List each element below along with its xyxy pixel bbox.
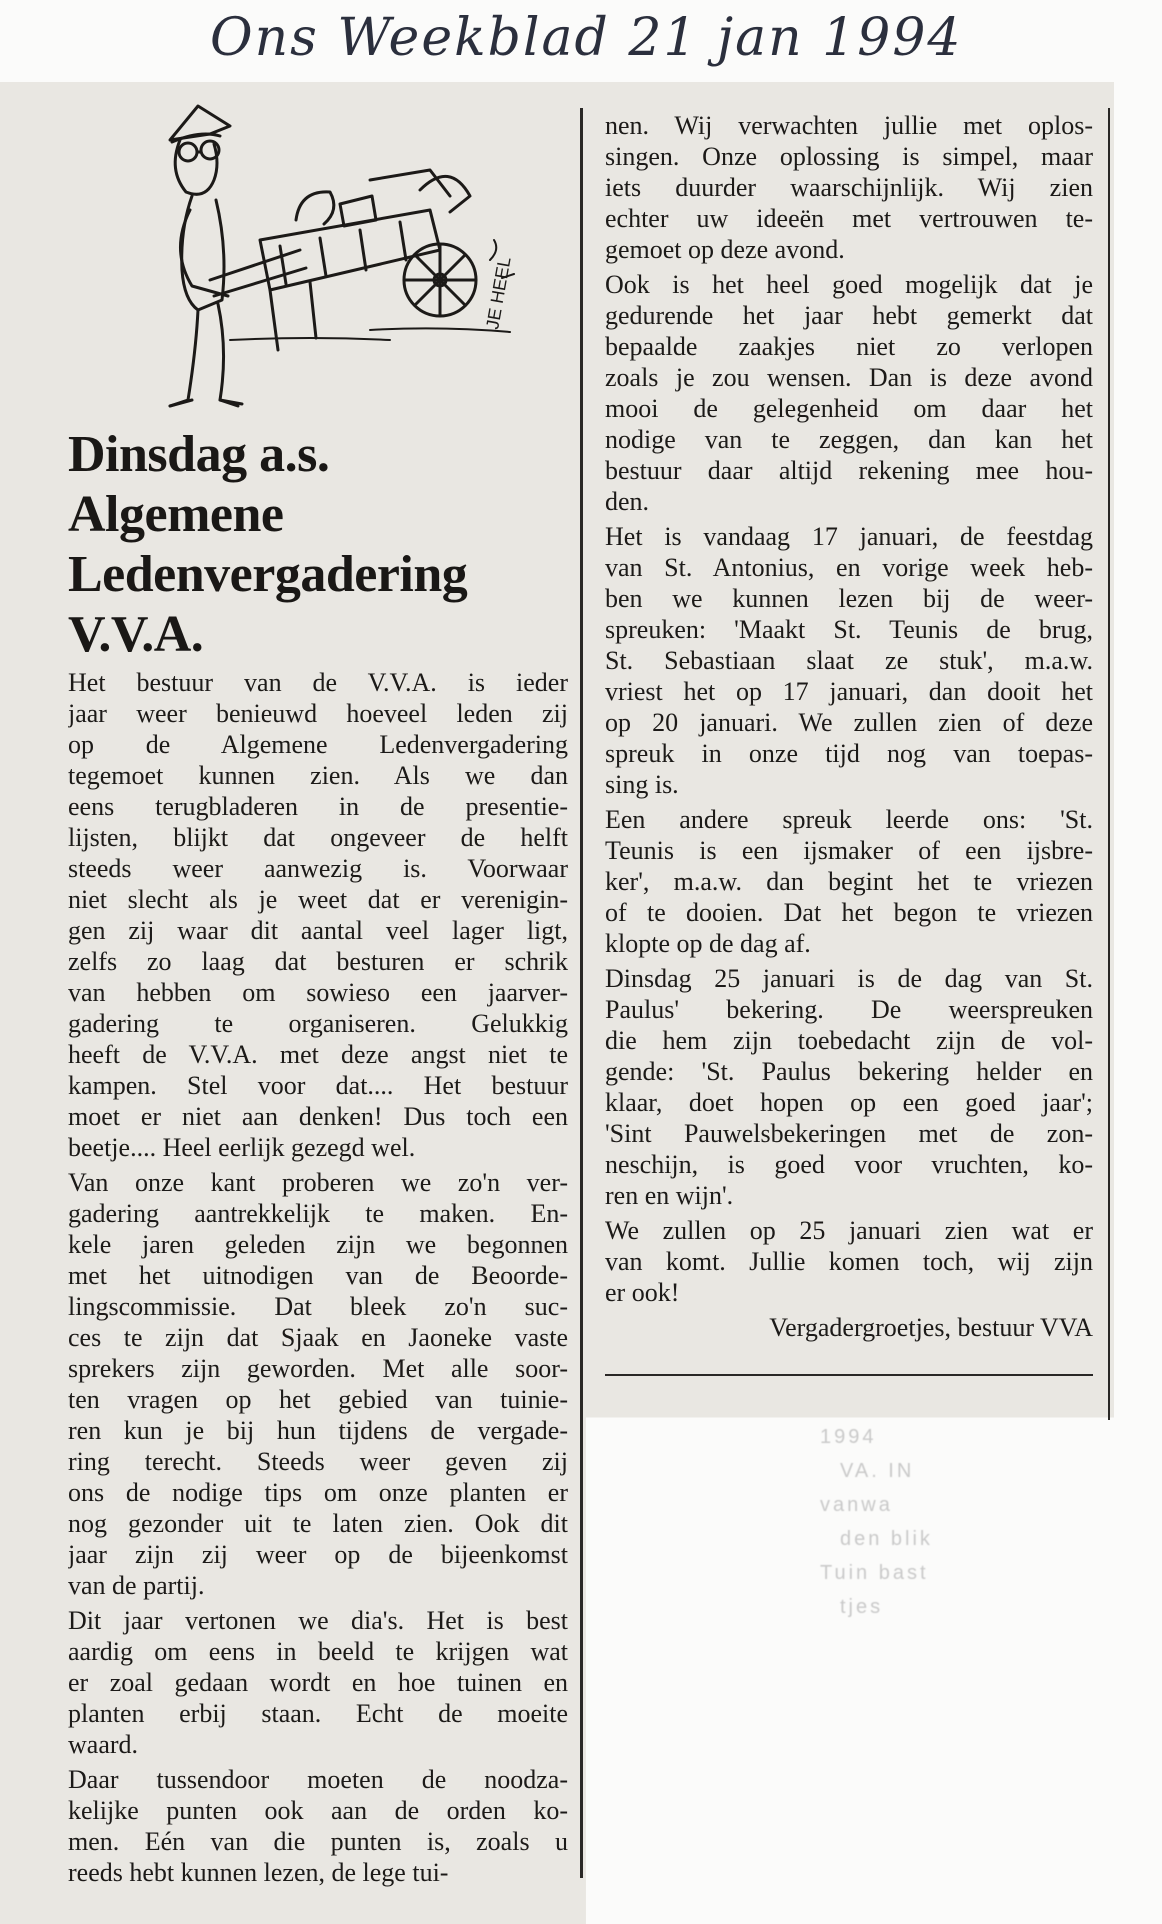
right-border-rule	[1108, 108, 1110, 1420]
text-line: sing is.	[605, 770, 679, 799]
article-headline	[68, 425, 568, 665]
text-line: den.	[605, 487, 650, 516]
text-line: beetje.... Heel eerlijk gezegd wel.	[68, 1133, 416, 1162]
text-line: jaar weer benieuwd hoeveel leden zij	[68, 699, 568, 728]
text-line: Het bestuur van de V.V.A. is ieder	[68, 668, 568, 697]
text-line: lijsten, blijkt dat ongeveer de helft	[68, 823, 568, 852]
text-line: nog gezonder uit te laten zien. Ook dit	[68, 1509, 568, 1538]
text-line: 'Sint Pauwelsbekeringen met de zon-	[605, 1119, 1093, 1148]
text-line: ren kun je bij hun tijdens de vergade-	[68, 1416, 568, 1445]
text-line: nodige van te zeggen, dan kan het	[605, 425, 1093, 454]
text-line: moet er niet aan denken! Dus toch een	[68, 1102, 568, 1131]
article-signature: Vergadergroetjes, bestuur VVA	[769, 1313, 1093, 1342]
article-end-rule	[605, 1374, 1093, 1376]
text-line: ces te zijn dat Sjaak en Jaoneke vaste	[68, 1323, 568, 1352]
text-line: steeds weer aanwezig is. Voorwaar	[68, 854, 568, 883]
text-line: van de partij.	[68, 1571, 205, 1600]
text-line: Daar tussendoor moeten de noodza-	[68, 1765, 568, 1794]
text-line: die hem zijn toebedacht zijn de vol-	[605, 1026, 1093, 1055]
text-line: reeds hebt kunnen lezen, de lege tui-	[68, 1858, 449, 1887]
text-line: ons de nodige tips om onze planten er	[68, 1478, 568, 1507]
text-line: St. Sebastiaan slaat ze stuk', m.a.w.	[605, 646, 1093, 675]
text-line: bepaalde zaakjes niet zo verlopen	[605, 332, 1093, 361]
text-line: Dinsdag 25 januari is de dag van St.	[605, 964, 1093, 993]
headline-line: Algemene	[68, 486, 284, 543]
text-line: iets duurder waarschijnlijk. Wij zien	[605, 173, 1093, 202]
text-line: kelijke punten ook aan de orden ko-	[68, 1796, 568, 1825]
text-line: van St. Antonius, en vorige week heb-	[605, 553, 1093, 582]
text-line: ben we kunnen lezen bij de weer-	[605, 584, 1093, 613]
bleed-through-line: den blik	[840, 1528, 933, 1550]
text-line: klopte op de dag af.	[605, 929, 811, 958]
left-text-column	[68, 667, 568, 1888]
text-line: Paulus' bekering. De weerspreuken	[605, 995, 1093, 1024]
text-line: men. Eén van die punten is, zoals u	[68, 1827, 568, 1856]
right-text-column	[605, 110, 1093, 1343]
text-line: er ook!	[605, 1278, 680, 1307]
column-divider	[580, 108, 583, 1878]
text-line: Een andere spreuk leerde ons: 'St.	[605, 805, 1093, 834]
text-line: mooi de gelegenheid om daar het	[605, 394, 1093, 423]
text-line: planten erbij staan. Echt de moeite	[68, 1699, 568, 1728]
text-line: Dit jaar vertonen we dia's. Het is best	[68, 1606, 568, 1635]
text-line: Teunis is een ijsmaker of een ijsbre-	[605, 836, 1093, 865]
text-line: Van onze kant proberen we zo'n ver-	[68, 1168, 568, 1197]
text-line: Het is vandaag 17 januari, de feestdag	[605, 522, 1093, 551]
text-line: ren en wijn'.	[605, 1181, 734, 1210]
text-line: gadering aantrekkelijk te maken. En-	[68, 1199, 568, 1228]
text-line: spreuken: 'Maakt St. Teunis de brug,	[605, 615, 1093, 644]
text-line: of te dooien. Dat het begon te vriezen	[605, 898, 1093, 927]
text-line: eens terugbladeren in de presentie-	[68, 792, 568, 821]
text-line: van hebben om sowieso een jaarver-	[68, 978, 568, 1007]
handwritten-annotation: Ons Weekblad 21 jan 1994	[210, 8, 963, 68]
text-line: singen. Onze oplossing is simpel, maar	[605, 142, 1093, 171]
text-line: van komt. Jullie komen toch, wij zijn	[605, 1247, 1093, 1276]
text-line: op de Algemene Ledenvergadering	[68, 730, 568, 759]
bleed-through-line: Tuin bast	[820, 1562, 929, 1584]
text-line: gemoet op deze avond.	[605, 235, 845, 264]
text-line: er zoal gedaan wordt en hoe tuinen en	[68, 1668, 568, 1697]
text-line: zoals je zou wensen. Dan is deze avond	[605, 363, 1093, 392]
text-line: aardig om eens in beeld te krijgen wat	[68, 1637, 568, 1666]
text-line: gende: 'St. Paulus bekering helder en	[605, 1057, 1093, 1086]
text-line: vriest het op 17 januari, dan dooit het	[605, 677, 1093, 706]
text-line: ten vragen op het gebied van tuinie-	[68, 1385, 568, 1414]
text-line: gadering te organiseren. Gelukkig	[68, 1009, 568, 1038]
text-line: ring terecht. Steeds weer geven zij	[68, 1447, 568, 1476]
bleed-through-line: VA. IN	[840, 1460, 915, 1482]
text-line: nen. Wij verwachten jullie met oplos-	[605, 111, 1093, 140]
text-line: waard.	[68, 1730, 139, 1759]
text-line: gen zij waar dit aantal veel lager ligt,	[68, 916, 568, 945]
text-line: kele jaren geleden zijn we begonnen	[68, 1230, 568, 1259]
headline-line: Dinsdag a.s.	[68, 426, 330, 483]
text-line: met het uitnodigen van de Beoorde-	[68, 1261, 568, 1290]
text-line: sprekers zijn geworden. Met alle soor-	[68, 1354, 568, 1383]
text-line: bestuur daar altijd rekening mee hou-	[605, 456, 1093, 485]
text-line: tegemoet kunnen zien. Als we dan	[68, 761, 568, 790]
text-line: Ook is het heel goed mogelijk dat je	[605, 270, 1093, 299]
artist-signature: JE HEEL	[482, 255, 515, 331]
text-line: klaar, doet hopen op een goed jaar';	[605, 1088, 1093, 1117]
text-line: We zullen op 25 januari zien wat er	[605, 1216, 1093, 1245]
text-line: echter uw ideeën met vertrouwen te-	[605, 204, 1093, 233]
bleed-through-line: vanwa	[820, 1494, 893, 1516]
bleed-through-line: 1994	[820, 1426, 877, 1448]
text-line: niet slecht als je weet dat er verenigin-	[68, 885, 568, 914]
text-line: spreuk in onze tijd nog van toepas-	[605, 739, 1093, 768]
text-line: kampen. Stel voor dat.... Het bestuur	[68, 1071, 568, 1100]
headline-line: V.V.A.	[68, 606, 204, 663]
bleed-through-text	[820, 1420, 1020, 1740]
text-line: gedurende het jaar hebt gemerkt dat	[605, 301, 1093, 330]
text-line: jaar zijn zij weer op de bijeenkomst	[68, 1540, 568, 1569]
text-line: ker', m.a.w. dan begint het te vriezen	[605, 867, 1093, 896]
bleed-through-line: tjes	[840, 1596, 884, 1618]
gardener-wheelbarrow-illustration	[110, 100, 550, 420]
headline-line: Ledenvergadering	[68, 546, 468, 603]
text-line: heeft de V.V.A. met deze angst niet te	[68, 1040, 568, 1069]
text-line: lingscommissie. Dat bleek zo'n suc-	[68, 1292, 568, 1321]
text-line: neschijn, is goed voor vruchten, ko-	[605, 1150, 1093, 1179]
text-line: zelfs zo laag dat besturen er schrik	[68, 947, 568, 976]
text-line: op 20 januari. We zullen zien of deze	[605, 708, 1093, 737]
